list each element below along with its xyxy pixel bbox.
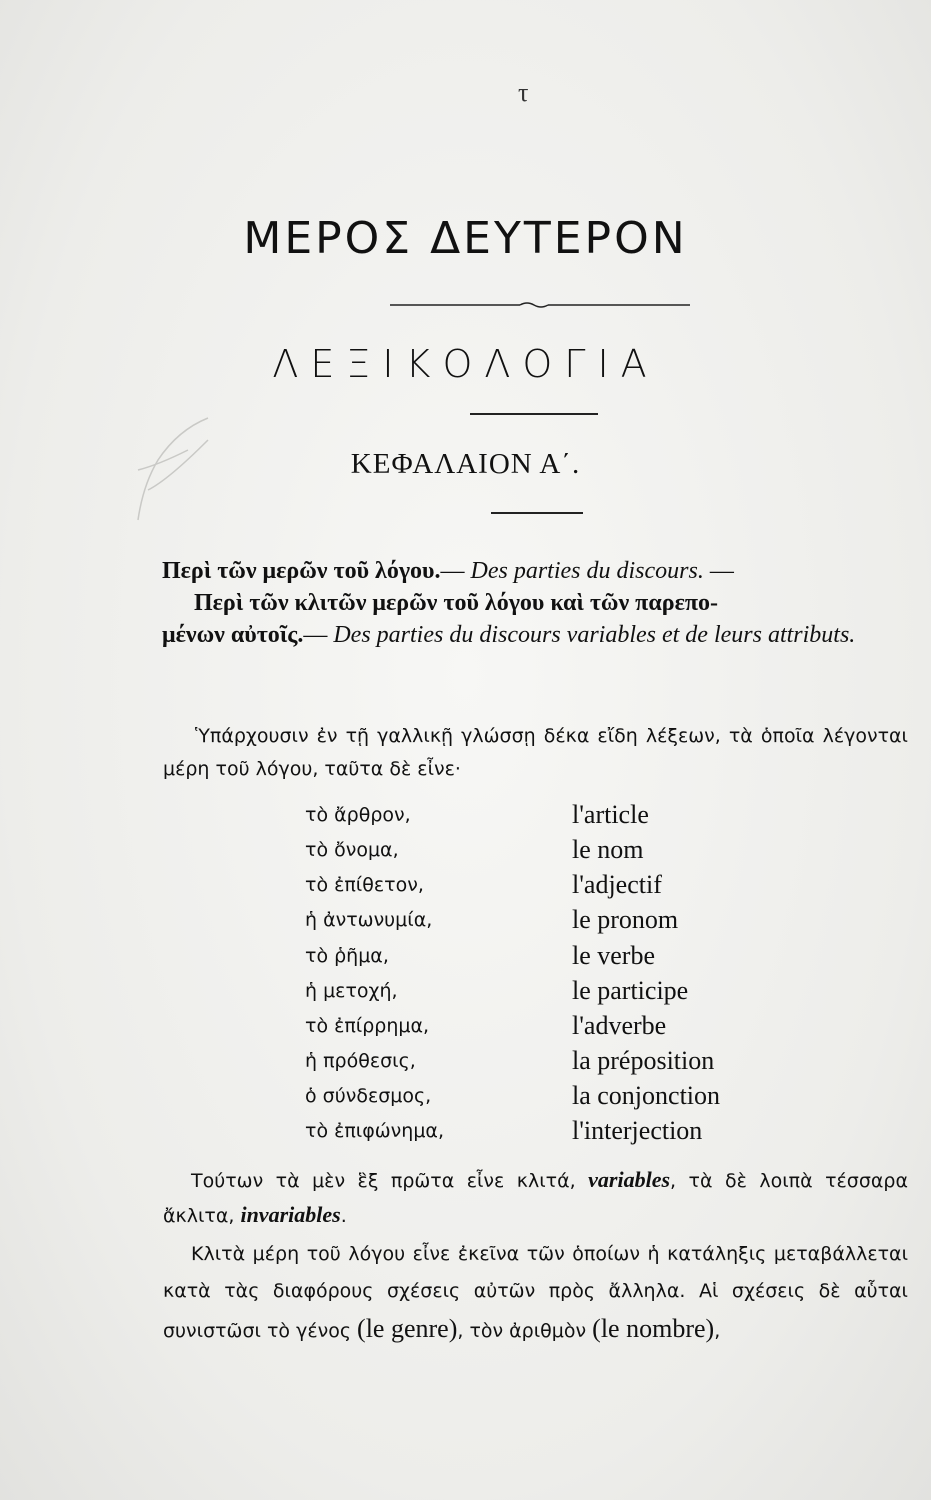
list-item: τὸ ἐπίθετον, l'adjectif [305, 870, 662, 899]
list-item: ὁ σύνδεσμος, la conjonction [305, 1081, 721, 1110]
section-title: ΛΕΞΙΚΟΛΟΓΙΑ [272, 342, 659, 386]
intro-paragraph: Ὑπάρχουσιν ἐν τῇ γαλλικῇ γλώσσῃ δέκα εἴδη λέξεων, τὰ ὁποῖα λέγονται μέρη τοῦ λόγου, ταῦτα δὲ εἶνε· [163, 725, 908, 780]
chapter-title: ΚΕΦΑΛΑΙΟΝ Α΄. [350, 448, 581, 480]
heading-greek: Περὶ τῶν μερῶν τοῦ λόγου. [162, 558, 441, 584]
section-heading: Περὶ τῶν μερῶν τοῦ λόγου.— Des parties du discours. — Περὶ τῶν κλιτῶν μερῶν τοῦ λόγου καὶ τῶν παρεπο- μένων αὐτοῖς.— Des parties du discours variables et de leurs attributs. [162, 558, 856, 648]
list-item: τὸ ἐπίρρημα, l'adverbe [305, 1011, 667, 1040]
divider-rule [491, 512, 583, 514]
list-item: ἡ μετοχή, le participe [305, 976, 689, 1005]
page-marker: τ [518, 78, 529, 107]
body-paragraph: Κλιτὰ μέρη τοῦ λόγου εἶνε ἐκεῖνα τῶν ὁποίων ἡ κατάληξις μεταβάλλεται κατὰ τὰς διαφόρους σχέσεις αὐτῶν πρὸς ἄλληλα. Αἱ σχέσεις δὲ αὗται συνιστῶσι τὸ γένος (le genre), τὸν ἀριθμὸν (le nombre), [163, 1243, 908, 1343]
list-item: τὸ ῥῆμα, le verbe [305, 941, 656, 970]
heading-french: Des parties du discours. [470, 558, 704, 584]
list-item: τὸ ἄρθρον, l'article [305, 800, 649, 829]
pencil-doodle [118, 410, 228, 530]
list-item: ἡ πρόθεσις, la préposition [305, 1046, 715, 1075]
heading-greek: μένων αὐτοῖς. [162, 622, 304, 648]
list-item: ἡ ἀντωνυμία, le pronom [305, 905, 679, 934]
list-item: τὸ ὄνομα, le nom [305, 835, 644, 864]
list-item: τὸ ἐπιφώνημα, l'interjection [305, 1116, 703, 1145]
ornamental-rule [390, 300, 690, 310]
heading-greek: Περὶ τῶν κλιτῶν μερῶν τοῦ λόγου καὶ τῶν παρεπο- [194, 590, 718, 616]
heading-french: Des parties du discours variables et de leurs attributs. [333, 622, 856, 648]
body-paragraph: Τούτων τὰ μὲν ἓξ πρῶτα εἶνε κλιτά, variables, τὰ δὲ λοιπὰ τέσσαρα ἄκλιτα, invariables. [163, 1167, 908, 1227]
divider-rule [470, 413, 598, 415]
part-title: ΜΕΡΟΣ ΔΕΥΤΕΡΟΝ [243, 213, 688, 264]
